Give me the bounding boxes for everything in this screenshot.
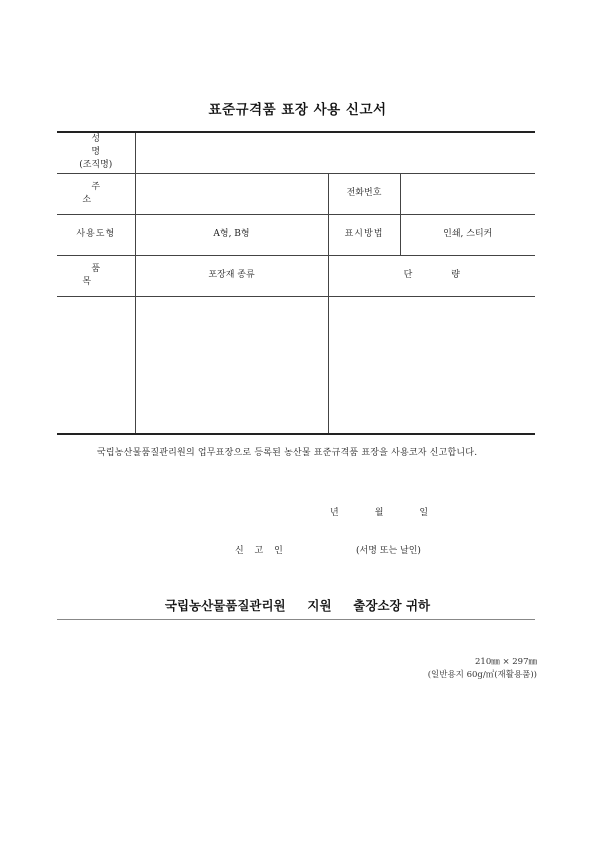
name-label-sub: (조직명) — [79, 160, 113, 171]
divider — [57, 619, 535, 620]
paper-size: 210㎜ × 297㎜ — [475, 657, 537, 667]
date-day: 일 — [419, 508, 429, 518]
name-label — [57, 132, 135, 173]
date-month: 월 — [374, 508, 384, 518]
phone-label: 전화번호 — [328, 173, 400, 214]
phone-field[interactable] — [400, 173, 535, 214]
packaging-type-field[interactable] — [135, 296, 328, 434]
address-field[interactable] — [135, 173, 328, 214]
declaration-statement: 국립농산물품질관리원의 업무표장으로 등록된 농산물 표준규격품 표장을 사용코자 신고합니다. — [97, 448, 478, 458]
usage-type-label: 사용도형 — [57, 214, 135, 255]
unit-quantity-field[interactable] — [328, 296, 535, 434]
date-line — [330, 505, 428, 518]
display-method-label: 표시방법 — [328, 214, 400, 255]
address-row — [57, 173, 535, 214]
name-label-main: 성 명 — [91, 134, 119, 158]
report-form-table — [57, 131, 535, 435]
item-header-row — [57, 255, 535, 296]
unit-quantity-label: 단 량 — [328, 255, 535, 296]
address-label: 주 소 — [57, 173, 135, 214]
usage-row — [57, 214, 535, 255]
item-label: 품 목 — [57, 255, 135, 296]
display-method-value: 인쇄, 스티커 — [400, 214, 535, 255]
addressee: 국립농산물품질관리원 지원 출장소장 귀하 — [164, 598, 431, 613]
applicant-signature-note: (서명 또는 날인) — [356, 546, 421, 556]
usage-type-value: A형, B형 — [135, 214, 328, 255]
document-title: 표준규격품 표장 사용 신고서 — [208, 102, 387, 118]
item-field[interactable] — [57, 296, 135, 434]
applicant-label: 신 고 인 — [235, 546, 287, 556]
item-entry-row — [57, 296, 535, 434]
packaging-type-label: 포장재 종류 — [135, 255, 328, 296]
date-year: 년 — [330, 508, 339, 518]
paper-type: (일반용지 60g/㎡(재활용품)) — [427, 670, 537, 680]
name-row — [57, 132, 535, 173]
name-field[interactable] — [135, 132, 535, 173]
